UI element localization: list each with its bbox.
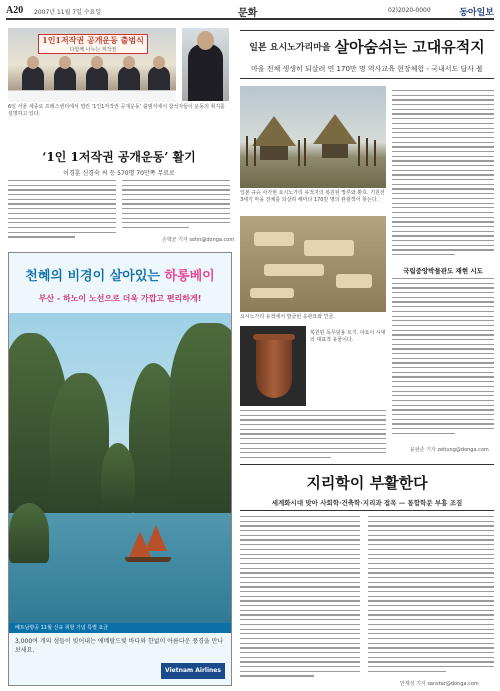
- photo-caption: 6일 서울 세종로 프레스센터에서 열린 ‘1인1저작권 공개운동’ 출범식에서 참석자들이 운동의 취지를 설명하고 있다.: [8, 104, 225, 117]
- photo-caption: 복원된 독무덤용 토기. 야요이 시대의 대표적 유물이다.: [310, 330, 386, 343]
- article-body-column: [122, 180, 230, 232]
- earthenware-pot-photo: [240, 326, 306, 406]
- portrait-figure: [188, 44, 223, 101]
- ad-subtitle: 부산 - 하노이 노선으로 더욱 가깝고 편리하게!: [38, 294, 202, 303]
- reporter-credit: 손택균 기자 sohn@donga.com: [162, 237, 235, 243]
- article-headline: ‘1인 1저작권 공개운동’ 활기: [42, 150, 196, 164]
- article-body-column: [368, 516, 494, 676]
- ad-copy: 3,000여 개의 섬들이 빚어내는 에메랄드빛 바다와 한없이 아름다운 풍경을 만나 보세요.: [15, 638, 224, 654]
- burial-jars-photo: [240, 216, 386, 312]
- article-subheadline: 세계화시대 맞아 사회학·건축학·지리과 접목 — 통합학문 부흥 조짐: [271, 499, 463, 507]
- newspaper-logo: 동아일보: [459, 8, 494, 18]
- divider: [240, 78, 494, 79]
- halong-bay-advertisement: [8, 252, 232, 686]
- page-header: [6, 4, 494, 20]
- divider: [240, 30, 494, 31]
- article-body-column: [392, 90, 494, 262]
- photo-caption: 요시노가리 유적에서 발굴된 옹관묘와 인골.: [240, 314, 335, 320]
- earthenware-pot: [256, 336, 292, 398]
- desk: [8, 90, 176, 102]
- article-subheadline: 마을 전체 생생히 되살려 연 170만 명 역사교육 현장체험 - 국내서도 답사 붐: [251, 65, 483, 73]
- section-title: 문화: [238, 8, 258, 19]
- article-body-column: [8, 180, 116, 242]
- halong-bay-photo: [9, 313, 231, 623]
- page-number: A20: [6, 5, 24, 16]
- ceremony-photo: [8, 28, 176, 102]
- junk-boat: [125, 557, 171, 562]
- reporter-credit: 안재성 기자 sanstar@donga.com: [400, 681, 479, 687]
- ad-stripe: 베트남항공 11월 신규 취항 기념 특별 요금: [9, 623, 231, 633]
- article-subheadline: 이경훈 신경숙 씨 등 570명 70만쪽 무료로: [63, 170, 175, 177]
- junk-sail: [145, 525, 167, 551]
- ad-title: 천혜의 비경이 살아있는 하롱베이: [25, 269, 215, 284]
- photo-caption: 일본 규슈 사가현 요시노가리 유적지의 복원된 망루와 환호. 기원전 3세기 마을 전체를 되살려 해마다 170만 명의 관광객이 찾는다.: [240, 190, 385, 203]
- section-subhead: 국립중앙박물관도 재현 시도: [403, 267, 483, 275]
- article-headline: 일본 요시노가리마을 살아숨쉬는 고대유적지: [249, 38, 485, 56]
- village-reconstruction-photo: [240, 86, 386, 188]
- article-body-column: [240, 516, 360, 678]
- article-body-column: [240, 410, 386, 460]
- divider: [240, 510, 494, 511]
- ceremony-banner: [38, 34, 148, 54]
- divider: [240, 464, 494, 465]
- vietnam-airlines-logo: Vietnam Airlines: [161, 663, 225, 679]
- article-body-column: [392, 278, 494, 438]
- banner-title: 1인1저작권 공개운동 출범식: [42, 35, 144, 45]
- portrait-photo: [182, 28, 229, 101]
- issue-date: 2007년 11월 7일 수요일: [34, 9, 102, 16]
- contact-number: 02)2020-0000: [388, 7, 431, 14]
- banner-subtitle: 다함께 나누는 저작권: [69, 47, 117, 53]
- article-headline: 지리학이 부활한다: [306, 474, 428, 492]
- reporter-credit: 윤완준 기자 zeitung@donga.com: [410, 447, 489, 453]
